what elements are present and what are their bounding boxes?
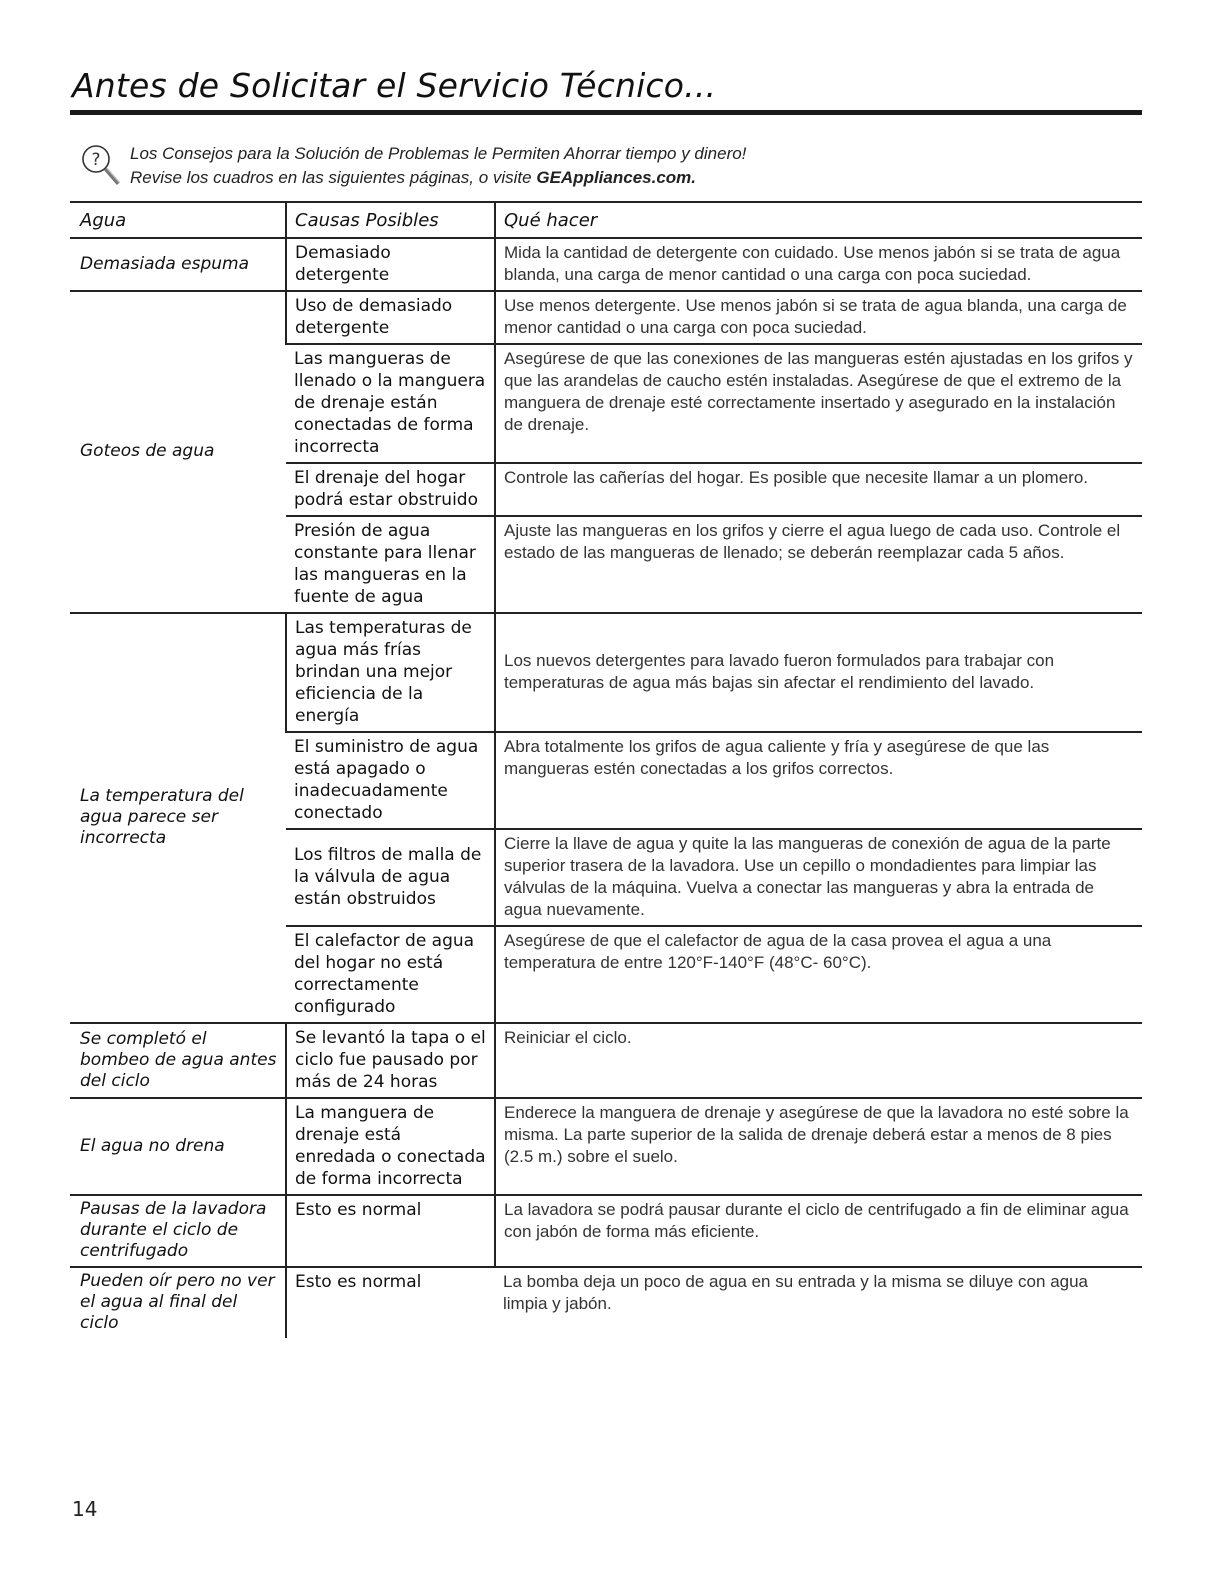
title-rule: [70, 110, 1142, 115]
action-cell: Ajuste las mangueras en los grifos y cierre el agua luego de cada uso. Controle el estado de las mangueras de llenado; se deberán reemplazar cada 5 años.: [495, 516, 1142, 613]
action-cell: Cierre la llave de agua y quite la las mangueras de conexión de agua de la parte superior trasera de la lavadora. Use un cepillo o mondadientes para limpiar las válvulas de la máquina. Vuelva a conectar las mangueras y abra la entrada de agua nuevamente.: [495, 829, 1142, 926]
page-number: 14: [72, 1497, 98, 1521]
table-row: [70, 1267, 1142, 1338]
troubleshooting-table: [70, 201, 1142, 1338]
table-row: [70, 1098, 1142, 1195]
action-cell: Enderece la manguera de drenaje y asegúrese de que la lavadora no esté sobre la misma. La parte superior de la salida de drenaje deberá estar a menos de 8 pies (2.5 m.) sobre el suelo.: [495, 1098, 1142, 1195]
cause-cell: Las temperaturas de agua más frías brindan una mejor eficiencia de la energía: [286, 613, 495, 732]
cause-cell: El calefactor de agua del hogar no está correctamente configurado: [286, 926, 495, 1023]
action-cell: Use menos detergente. Use menos jabón si se trata de agua blanda, una carga de menor cantidad o una carga con poca suciedad.: [495, 291, 1142, 344]
column-header-problem: Agua: [70, 202, 286, 238]
action-cell: Reiniciar el ciclo.: [495, 1023, 1142, 1098]
cause-cell: El drenaje del hogar podrá estar obstruido: [286, 463, 495, 516]
problem-cell: Goteos de agua: [70, 291, 286, 613]
column-header-action: Qué hacer: [495, 202, 1142, 238]
table-row: [70, 1195, 1142, 1267]
cause-cell: Esto es normal: [286, 1267, 495, 1338]
action-cell: Asegúrese de que el calefactor de agua de la casa provea el agua a una temperatura de entre 120°F-140°F (48°C- 60°C).: [495, 926, 1142, 1023]
magnifier-question-icon: [76, 140, 124, 188]
table-header-row: [70, 202, 1142, 238]
cause-cell: Los filtros de malla de la válvula de agua están obstruidos: [286, 829, 495, 926]
table-row: [70, 1023, 1142, 1098]
action-cell: Controle las cañerías del hogar. Es posible que necesite llamar a un plomero.: [495, 463, 1142, 516]
action-cell: Mida la cantidad de detergente con cuidado. Use menos jabón si se trata de agua blanda, una carga de menor cantidad o una carga con poca suciedad.: [495, 238, 1142, 291]
problem-cell: Pausas de la lavadora durante el ciclo de centrifugado: [70, 1195, 286, 1267]
cause-cell: Se levantó la tapa o el ciclo fue pausado por más de 24 horas: [286, 1023, 495, 1098]
website-link[interactable]: GEAppliances.com.: [536, 168, 697, 187]
action-cell: Abra totalmente los grifos de agua caliente y fría y asegúrese de que las mangueras estén conectadas a los grifos correctos.: [495, 732, 1142, 829]
problem-cell: Pueden oír pero no ver el agua al final del ciclo: [80, 1271, 275, 1333]
action-cell: La lavadora se podrá pausar durante el ciclo de centrifugado a fin de eliminar agua con jabón de forma más eficiente.: [495, 1195, 1142, 1267]
cause-cell: Uso de demasiado detergente: [286, 291, 495, 344]
cause-cell: La manguera de drenaje está enredada o conectada de forma incorrecta: [286, 1098, 495, 1195]
action-cell: Los nuevos detergentes para lavado fueron formulados para trabajar con temperaturas de agua más bajas sin afectar el rendimiento del lavado.: [495, 613, 1142, 732]
problem-cell: Demasiada espuma: [70, 238, 286, 291]
cause-cell: Demasiado detergente: [286, 238, 495, 291]
svg-text:?: ?: [91, 150, 101, 170]
action-cell: Asegúrese de que las conexiones de las mangueras estén ajustadas en los grifos y que las arandelas de caucho estén instaladas. Asegúrese de que el extremo de la manguera de drenaje esté correctamente insertado y asegurado en la instalación de drenaje.: [495, 344, 1142, 463]
cause-cell: El suministro de agua está apagado o inadecuadamente conectado: [286, 732, 495, 829]
page-title: Antes de Solicitar el Servicio Técnico...: [72, 66, 717, 105]
column-header-cause: Causas Posibles: [286, 202, 495, 238]
intro-line-1: Los Consejos para la Solución de Problemas le Permiten Ahorrar tiempo y dinero!: [130, 144, 747, 163]
intro-text: [130, 142, 1130, 190]
table-row: [70, 613, 1142, 732]
cause-cell: Las mangueras de llenado o la manguera de drenaje están conectadas de forma incorrecta: [286, 344, 495, 463]
intro-line-2: [130, 166, 1130, 190]
problem-cell: El agua no drena: [70, 1098, 286, 1195]
cause-cell: Esto es normal: [286, 1195, 495, 1267]
table-row: [70, 291, 1142, 344]
table-row: [70, 238, 1142, 291]
intro-line-2-prefix: Revise los cuadros en las siguientes páginas, o visite: [130, 168, 537, 187]
cause-cell: Presión de agua constante para llenar las mangueras en la fuente de agua: [286, 516, 495, 613]
problem-cell: La temperatura del agua parece ser incorrecta: [70, 613, 286, 1023]
action-cell: La bomba deja un poco de agua en su entrada y la misma se diluye con agua limpia y jabón.: [503, 1272, 1089, 1313]
problem-cell: Se completó el bombeo de agua antes del ciclo: [70, 1023, 286, 1098]
